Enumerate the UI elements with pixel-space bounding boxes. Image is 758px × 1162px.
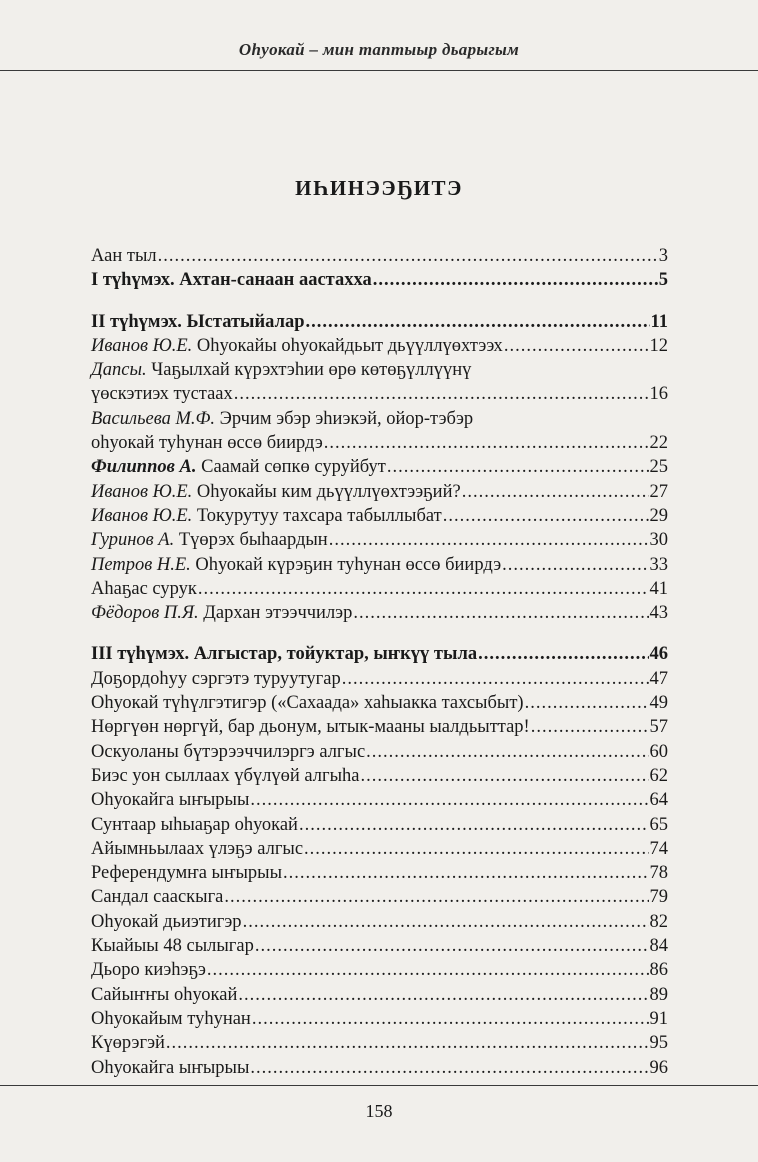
toc-entry-page: 82 — [649, 911, 668, 932]
toc-entry-page: 16 — [649, 384, 668, 405]
dot-leader — [305, 310, 649, 334]
dot-leader — [158, 244, 658, 268]
toc-entry-title: Токурутуу тахсара табыллыбат — [196, 505, 442, 526]
toc-entry-page: 96 — [649, 1057, 668, 1078]
toc-entry — [91, 601, 668, 625]
toc-entry-page: 33 — [649, 554, 668, 575]
toc-entry — [91, 667, 668, 691]
toc-entry-title: Референдумҥа ыҥырыы — [91, 863, 283, 884]
toc-entry-page: 65 — [649, 814, 668, 835]
toc-entry-title: Биэс уон сыллаах үбүлүөй алгыһа — [91, 765, 360, 786]
footer-rule — [0, 1085, 758, 1086]
dot-leader — [243, 910, 649, 934]
dot-leader — [283, 861, 648, 885]
toc-entry-page: 27 — [649, 481, 668, 502]
toc-entry-page: 91 — [649, 1008, 668, 1029]
toc-entry-title: Оһуокайы оһуокайдьыт дьүүллүөхтээх — [196, 335, 503, 356]
dot-leader — [255, 934, 649, 958]
toc-entry-title: Нөргүөн нөргүй, бар дьонум, ытык-мааны ыалдьыттар! — [91, 717, 530, 738]
dot-leader — [304, 837, 648, 861]
toc-entry-page: 5 — [658, 270, 668, 291]
dot-leader — [366, 740, 648, 764]
toc-entry-title: Оһуокайым туһунан — [91, 1008, 251, 1029]
dot-leader — [250, 788, 648, 812]
toc-entry-title: II түһүмэх. Ыстатыйалар — [91, 311, 305, 332]
toc-entry — [91, 740, 668, 764]
toc-entry-page: 89 — [649, 984, 668, 1005]
table-of-contents — [91, 244, 668, 1080]
toc-entry-title: Сандал сааскыга — [91, 887, 224, 908]
toc-entry-author: Васильева М.Ф. — [91, 408, 216, 429]
toc-entry — [91, 1031, 668, 1055]
toc-entry-page: 57 — [649, 717, 668, 738]
dot-leader — [462, 480, 649, 504]
toc-entry-author: Дапсы. — [91, 360, 147, 381]
dot-leader — [250, 1056, 648, 1080]
toc-entry — [91, 528, 668, 552]
toc-entry-title: Сунтаар ыһыаҕар оһуокай — [91, 814, 298, 835]
toc-entry-page: 25 — [649, 457, 668, 478]
toc-section-heading — [91, 642, 668, 666]
dot-leader — [342, 667, 649, 691]
toc-entry — [91, 715, 668, 739]
toc-entry-page: 74 — [649, 838, 668, 859]
header-rule — [0, 70, 758, 71]
toc-entry — [91, 1007, 668, 1031]
toc-entry — [91, 934, 668, 958]
dot-leader — [329, 528, 649, 552]
toc-entry-page: 43 — [649, 603, 668, 624]
toc-entry-title-cont: оһуокай туһунан өссө биирдэ — [91, 433, 323, 454]
toc-entry-page: 11 — [650, 311, 668, 332]
toc-entry-title-cont: үөскэтиэх тустаах — [91, 384, 233, 405]
toc-entry — [91, 553, 668, 577]
toc-entry — [91, 910, 668, 934]
toc-entry-page: 30 — [649, 530, 668, 551]
toc-entry-page: 64 — [649, 790, 668, 811]
toc-entry-title: Оһуокайга ыҥырыы — [91, 1057, 250, 1078]
toc-entry-title: Оскуоланы бүтэрээччилэргэ алгыс — [91, 741, 366, 762]
toc-entry-author: Гуринов А. — [91, 530, 175, 551]
toc-entry-author: Иванов Ю.Е. — [91, 481, 193, 502]
toc-section-heading — [91, 310, 668, 334]
toc-entry-page: 79 — [649, 887, 668, 908]
toc-entry — [91, 764, 668, 788]
dot-leader — [531, 715, 649, 739]
toc-entry-page: 46 — [649, 644, 668, 665]
dot-leader — [224, 885, 648, 909]
dot-leader — [198, 577, 649, 601]
toc-entry-page: 47 — [649, 668, 668, 689]
toc-entry-title: Аһаҕас сурук — [91, 578, 197, 599]
dot-leader — [387, 455, 649, 479]
dot-leader — [238, 983, 648, 1007]
toc-entry-title: Айымньылаах үлэҕэ алгыс — [91, 838, 304, 859]
toc-section-heading — [91, 268, 668, 292]
toc-entry — [91, 813, 668, 837]
toc-entry — [91, 358, 668, 407]
dot-leader — [478, 642, 648, 666]
toc-entry-title: Сайыҥҥы оһуокай — [91, 984, 238, 1005]
toc-entry-author: Филиппов А. — [91, 457, 197, 478]
toc-entry-title: Кыайыы 48 сылыгар — [91, 936, 254, 957]
toc-entry-title: Оһуокай түһүлгэтигэр («Сахаада» хаһыакка тахсыбыт) — [91, 693, 524, 714]
dot-leader — [353, 601, 648, 625]
toc-entry-page: 29 — [649, 505, 668, 526]
toc-entry-page: 86 — [649, 960, 668, 981]
dot-leader — [443, 504, 649, 528]
toc-entry — [91, 480, 668, 504]
toc-entry-title: Аан тыл — [91, 246, 157, 266]
dot-leader — [502, 553, 648, 577]
toc-entry-title: Дархан этээччилэр — [203, 603, 353, 624]
toc-entry-title: I түһүмэх. Ахтан-санаан аастахха — [91, 270, 372, 291]
dot-leader — [525, 691, 649, 715]
toc-entry — [91, 455, 668, 479]
toc-entry — [91, 691, 668, 715]
toc-entry — [91, 244, 668, 268]
toc-entry-title: Түөрэх быһаардын — [178, 530, 328, 551]
dot-leader — [324, 431, 649, 455]
toc-entry-title: Дьоро киэһэҕэ — [91, 960, 206, 981]
toc-entry-title: Доҕордоһуу сэргэтэ туруутугар — [91, 668, 341, 689]
toc-entry-title: III түһүмэх. Алгыстар, тойуктар, ыҥкүү тыла — [91, 644, 478, 665]
toc-entry-page: 84 — [649, 936, 668, 957]
toc-entry — [91, 577, 668, 601]
toc-entry-page: 12 — [649, 335, 668, 356]
toc-entry — [91, 837, 668, 861]
dot-leader — [234, 382, 649, 406]
toc-entry-title: Оһуокай дьиэтигэр — [91, 911, 242, 932]
toc-entry-page: 78 — [649, 863, 668, 884]
toc-entry-title: Күөрэгэй — [91, 1033, 165, 1054]
page-number: 158 — [365, 1101, 393, 1121]
dot-leader — [166, 1031, 649, 1055]
toc-entry-title: Чаҕылхай күрэхтэһии өрө көтөҕүллүүнү — [151, 360, 472, 381]
toc-entry-page: 3 — [658, 246, 668, 266]
toc-entry-page: 62 — [649, 765, 668, 786]
toc-entry — [91, 788, 668, 812]
dot-leader — [207, 958, 649, 982]
toc-entry-title: Эрчим эбэр эһиэкэй, ойор-тэбэр — [219, 408, 474, 429]
toc-entry-title: Оһуокайга ыҥырыы — [91, 790, 250, 811]
toc-entry — [91, 1056, 668, 1080]
toc-entry — [91, 407, 668, 456]
dot-leader — [504, 334, 649, 358]
dot-leader — [373, 268, 658, 292]
toc-entry-page: 22 — [649, 433, 668, 454]
toc-entry-author: Фёдоров П.Я. — [91, 603, 199, 624]
toc-entry-page: 60 — [649, 741, 668, 762]
toc-entry-title: Оһуокай күрэҕин туһунан өссө биирдэ — [195, 554, 502, 575]
toc-entry-author: Петров Н.Е. — [91, 554, 191, 575]
toc-entry — [91, 983, 668, 1007]
dot-leader — [252, 1007, 649, 1031]
toc-entry — [91, 958, 668, 982]
dot-leader — [299, 813, 649, 837]
toc-entry-author: Иванов Ю.Е. — [91, 505, 193, 526]
toc-entry-page: 49 — [649, 693, 668, 714]
toc-entry — [91, 885, 668, 909]
toc-entry — [91, 861, 668, 885]
toc-entry-page: 41 — [649, 578, 668, 599]
toc-entry-author: Иванов Ю.Е. — [91, 335, 193, 356]
toc-entry — [91, 334, 668, 358]
toc-entry-page: 95 — [649, 1033, 668, 1054]
toc-title: ИҺИНЭЭҔИТЭ — [295, 176, 463, 200]
running-head: Оһуокай – мин таптыыр дьарыгым — [238, 40, 520, 59]
toc-entry — [91, 504, 668, 528]
dot-leader — [361, 764, 649, 788]
toc-entry-title: Оһуокайы ким дьүүллүөхтээҕий? — [196, 481, 461, 502]
toc-entry-title: Саамай сөпкө суруйбут — [201, 457, 386, 478]
